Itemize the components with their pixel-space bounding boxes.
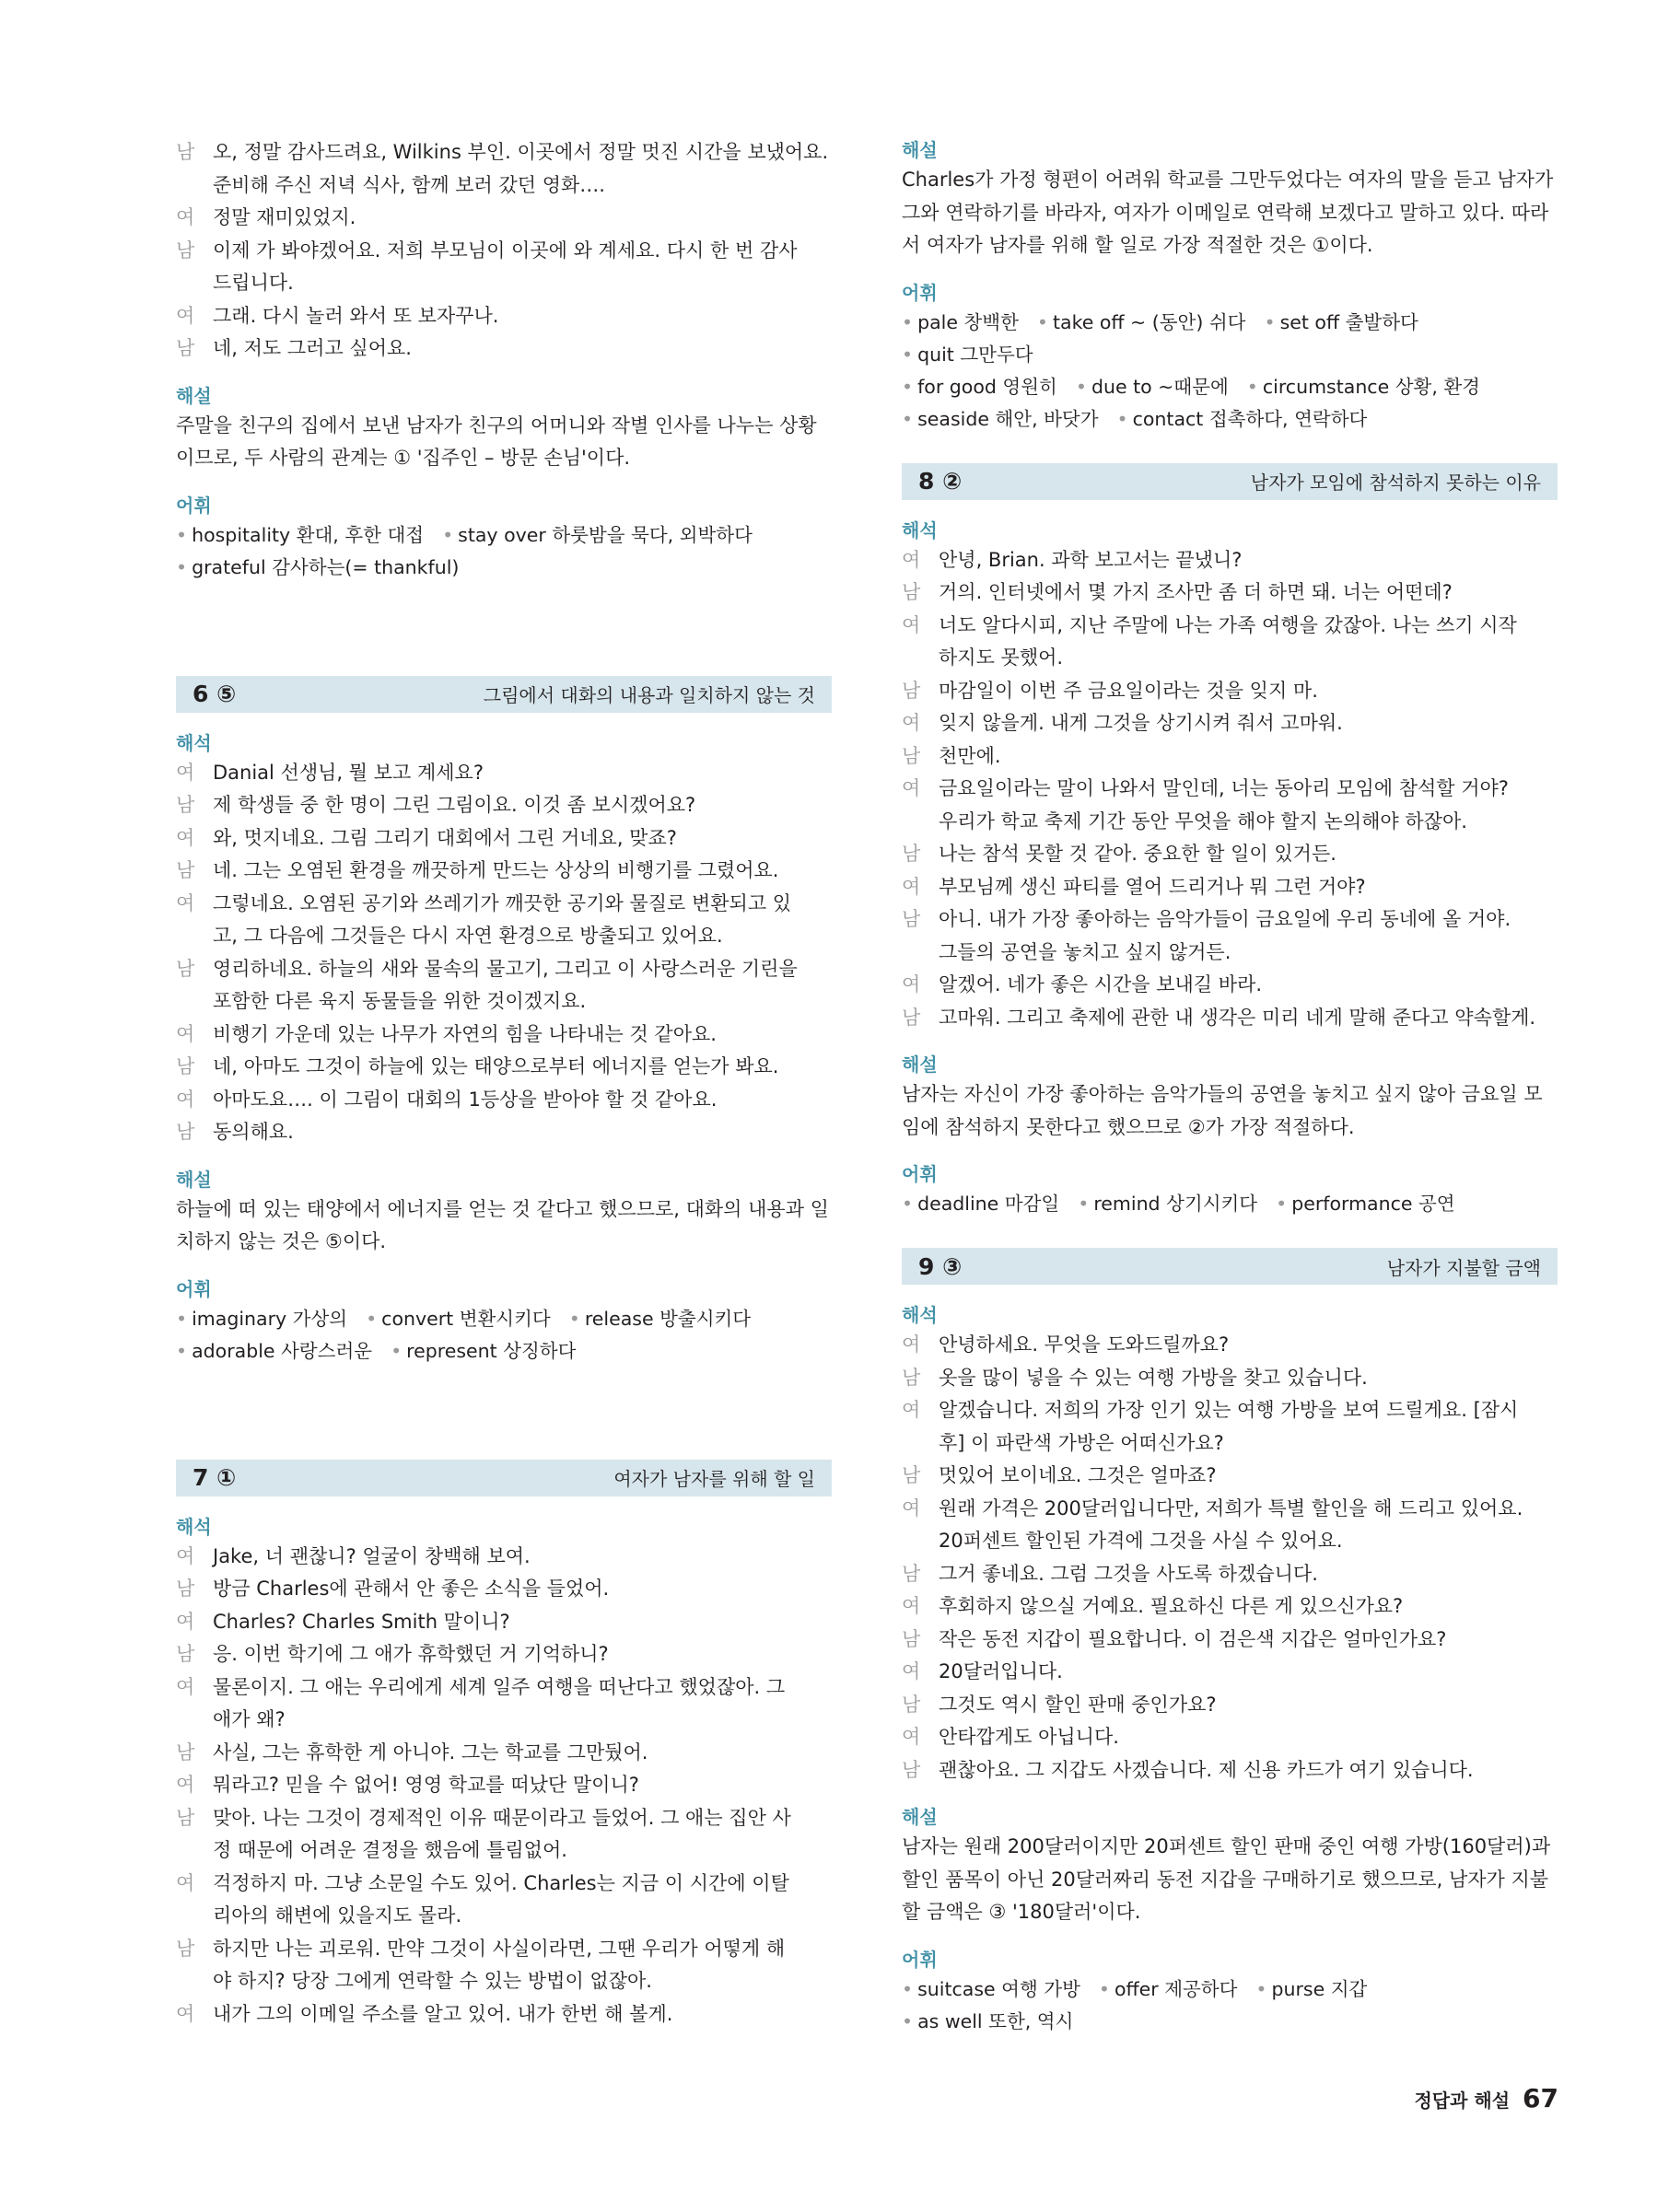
dialogue-text: 나는 참석 못할 것 같아. 중요한 할 일이 있거든. [939, 843, 1336, 865]
q8-trans-label: 해석 [902, 518, 938, 541]
speaker-label: 남 [176, 1806, 195, 1829]
dialogue-text: 비행기 가운데 있는 나무가 자연의 힘을 나타내는 것 같아요. [213, 1022, 717, 1045]
vocab-item: • purse 지갑 [1255, 1978, 1367, 2000]
vocab-line [176, 519, 832, 552]
dialogue-text: 천만에. [939, 744, 1001, 767]
vocab-item: • pale 창백한 [902, 311, 1019, 333]
vocab-item: • convert 변환시키다 [366, 1308, 551, 1330]
dialogue-line [902, 1558, 1558, 1591]
dialogue-line [176, 1769, 832, 1802]
q7-dialogue [176, 1541, 832, 2032]
dialogue-text: 하지만 나는 괴로워. 만약 그것이 사실이라면, 그땐 우리가 어떻게 해 [213, 1937, 786, 1960]
speaker-label: 여 [176, 826, 195, 849]
speaker-label: 남 [902, 908, 921, 930]
dialogue-line [176, 1802, 832, 1835]
dialogue-text: 네, 저도 그러고 싶어요. [213, 337, 412, 359]
q8-vocab [902, 1188, 1558, 1220]
vocab-item: • deadline 마감일 [902, 1193, 1059, 1215]
speaker-label: 남 [902, 1366, 921, 1389]
speaker-label: 여 [176, 1774, 195, 1796]
speaker-label: 여 [902, 875, 921, 898]
dialogue-line [176, 822, 832, 856]
q7-explain-label: 해설 [902, 139, 938, 161]
speaker-label [176, 1965, 213, 1998]
speaker-label: 남 [176, 1121, 195, 1143]
vocab-line [902, 1188, 1558, 1220]
dialogue-text: 알겠습니다. 저희의 가장 인기 있는 여행 가방을 보여 드릴게요. [잠시 [939, 1399, 1519, 1421]
speaker-label [176, 267, 213, 300]
dialogue-text: 애가 왜? [213, 1708, 286, 1730]
q9-explain: 남자는 원래 200달러이지만 20퍼센트 할인 판매 중인 여행 가방(160달러)과 할인 품목이 아닌 20달러짜리 동전 지갑을 구매하기로 했으므로, 남자가 지불할 금액은 ③ '180달러'이다. [902, 1835, 1551, 1923]
vocab-item: • remind 상기시키다 [1078, 1193, 1257, 1215]
dialogue-text: 하지도 못했어. [939, 646, 1064, 669]
q9-dialogue [902, 1329, 1558, 1787]
q8-dialogue [902, 544, 1558, 1035]
dialogue-text: 아마도요…. 이 그림이 대회의 1등상을 받아야 할 것 같아요. [213, 1088, 718, 1111]
dialogue-text: 멋있어 보이네요. 그것은 얼마죠? [939, 1464, 1217, 1486]
vocab-item: • set off 출발하다 [1264, 311, 1418, 333]
vocab-item: • hospitality 환대, 후한 대접 [176, 524, 424, 546]
speaker-label: 여 [902, 1333, 921, 1356]
dialogue-text: 네, 아마도 그것이 하늘에 있는 태양으로부터 에너지를 얻는가 봐요. [213, 1055, 779, 1077]
dialogue-line [902, 969, 1558, 1002]
vocab-item: • stay over 하룻밤을 묵다, 외박하다 [442, 524, 753, 546]
right-column [902, 136, 1558, 2038]
q7-number: 7 ① [193, 1464, 237, 1491]
dialogue-text: 맞아. 나는 그것이 경제적인 이유 때문이라고 들었어. 그 애는 집안 사 [213, 1806, 791, 1829]
dialogue-line [176, 169, 832, 203]
speaker-label [176, 169, 213, 203]
dialogue-line [902, 903, 1558, 937]
speaker-label: 여 [902, 548, 921, 571]
speaker-label: 여 [176, 1088, 195, 1111]
q5-vocab [176, 519, 832, 584]
vocab-item: • take off ~ (동안) 쉬다 [1037, 311, 1246, 333]
speaker-label: 남 [176, 141, 195, 163]
speaker-label [176, 920, 213, 953]
speaker-label: 남 [176, 794, 195, 816]
q6-dialogue [176, 757, 832, 1149]
dialogue-text: 정말 재미있었지. [213, 206, 356, 228]
dialogue-line [902, 1754, 1558, 1787]
speaker-label: 여 [176, 1544, 195, 1567]
dialogue-text: 그래. 다시 놀러 와서 또 보자꾸나. [213, 304, 499, 327]
q9-vocab [902, 1973, 1558, 2038]
q9-number: 9 ③ [918, 1252, 963, 1280]
dialogue-text: 그거 좋네요. 그럼 그것을 사도록 하겠습니다. [939, 1562, 1318, 1585]
dialogue-text: 준비해 주신 저녁 식사, 함께 보러 갔던 영화…. [213, 173, 605, 196]
dialogue-line [176, 1965, 832, 1998]
dialogue-line [176, 1671, 832, 1705]
dialogue-text: 잊지 않을게. 내게 그것을 상기시켜 줘서 고마워. [939, 712, 1343, 734]
q5-vocab-label: 어휘 [176, 494, 212, 517]
dialogue-line [902, 1590, 1558, 1624]
speaker-label: 여 [902, 1595, 921, 1617]
q9-header-bar [902, 1248, 1558, 1285]
speaker-label: 남 [902, 581, 921, 603]
dialogue-text: 그들의 공연을 놓치고 싶지 않거든. [939, 940, 1231, 963]
dialogue-line [176, 1638, 832, 1671]
dialogue-line [902, 806, 1558, 839]
dialogue-line [902, 1656, 1558, 1689]
vocab-item: • seaside 해안, 바닷가 [902, 408, 1099, 430]
dialogue-line [176, 855, 832, 888]
vocab-line [176, 1303, 832, 1335]
speaker-label: 여 [902, 712, 921, 734]
speaker-label [176, 1834, 213, 1868]
dialogue-line [902, 1689, 1558, 1722]
dialogue-line [902, 642, 1558, 675]
q9-explain-label: 해설 [902, 1806, 938, 1828]
dialogue-text: Jake, 너 괜찮니? 얼굴이 창백해 보여. [213, 1544, 531, 1567]
vocab-item: • performance 공연 [1276, 1193, 1455, 1215]
dialogue-text: 걱정하지 마. 그냥 소문일 수도 있어. Charles는 지금 이 시간에 이탈 [213, 1871, 789, 1894]
speaker-label: 남 [176, 1055, 195, 1077]
speaker-label: 여 [176, 1610, 195, 1633]
dialogue-line [176, 1084, 832, 1117]
q9-vocab-label: 어휘 [902, 1948, 938, 1971]
q8-title: 남자가 모임에 참석하지 못하는 이유 [1250, 472, 1541, 494]
dialogue-text: 거의. 인터넷에서 몇 가지 조사만 좀 더 하면 돼. 너는 어떤데? [939, 581, 1453, 603]
dialogue-line [176, 136, 832, 169]
dialogue-text: 네. 그는 오염된 환경을 깨끗하게 만드는 상상의 비행기를 그렸어요. [213, 859, 779, 881]
speaker-label: 남 [902, 744, 921, 767]
dialogue-text: 물론이지. 그 애는 우리에게 세계 일주 여행을 떠난다고 했었잖아. 그 [213, 1675, 786, 1698]
dialogue-line [902, 1394, 1558, 1427]
speaker-label: 여 [176, 2002, 195, 2025]
dialogue-text: 작은 동전 지갑이 필요합니다. 이 검은색 지갑은 얼마인가요? [939, 1627, 1447, 1650]
speaker-label: 여 [902, 1496, 921, 1519]
vocab-item: • imaginary 가상의 [176, 1308, 347, 1330]
dialogue-line [176, 1834, 832, 1868]
speaker-label: 여 [176, 206, 195, 228]
dialogue-line [176, 1541, 832, 1574]
speaker-label: 여 [176, 1871, 195, 1894]
dialogue-text: 그렇네요. 오염된 공기와 쓰레기가 깨끗한 공기와 물질로 변환되고 있 [213, 891, 792, 914]
dialogue-text: 그것도 역시 할인 판매 중인가요? [939, 1693, 1217, 1716]
q6-header-bar [176, 676, 832, 713]
vocab-item: • contact 접촉하다, 연락하다 [1117, 408, 1368, 430]
dialogue-line [902, 838, 1558, 871]
q9-trans-label: 해석 [902, 1304, 938, 1326]
speaker-label: 남 [176, 1578, 195, 1600]
dialogue-text: 마감일이 이번 주 금요일이라는 것을 잊지 마. [939, 679, 1318, 702]
dialogue-line [902, 1493, 1558, 1526]
dialogue-line [902, 740, 1558, 774]
speaker-label: 남 [902, 1562, 921, 1585]
speaker-label: 여 [176, 891, 195, 914]
left-column [176, 136, 832, 2031]
dialogue-line [176, 267, 832, 300]
dialogue-text: 안녕하세요. 무엇을 도와드릴까요? [939, 1333, 1230, 1356]
dialogue-text: 드립니다. [213, 272, 294, 294]
page-number: 67 [1523, 2083, 1558, 2113]
dialogue-line [902, 1525, 1558, 1558]
dialogue-line [902, 1362, 1558, 1395]
dialogue-text: 사실, 그는 휴학한 게 아니야. 그는 학교를 그만뒀어. [213, 1740, 648, 1764]
vocab-line [902, 371, 1558, 403]
speaker-label: 여 [176, 1022, 195, 1045]
dialogue-text: 괜찮아요. 그 지갑도 사겠습니다. 제 신용 카드가 여기 있습니다. [939, 1758, 1474, 1781]
dialogue-text: 금요일이라는 말이 나와서 말인데, 너는 동아리 모임에 참석할 거야? [939, 777, 1509, 799]
dialogue-line [176, 1737, 832, 1770]
q7-header-bar [176, 1460, 832, 1496]
dialogue-line [176, 1704, 832, 1737]
vocab-item: • suitcase 여행 가방 [902, 1978, 1080, 2000]
vocab-item: • due to ~때문에 [1076, 376, 1229, 398]
dialogue-text: 안타깝게도 아닙니다. [939, 1726, 1119, 1748]
vocab-item: • grateful 감사하는(= thankful) [176, 556, 459, 578]
speaker-label: 남 [176, 1643, 195, 1665]
speaker-label: 남 [176, 1937, 195, 1960]
vocab-item: • offer 제공하다 [1099, 1978, 1238, 2000]
dialogue-line [902, 675, 1558, 708]
dialogue-text: 오, 정말 감사드려요, Wilkins 부인. 이곳에서 정말 멋진 시간을 보냈어요. [213, 141, 829, 163]
dialogue-line [902, 707, 1558, 740]
dialogue-line [176, 1573, 832, 1606]
q8-header-bar [902, 463, 1558, 500]
dialogue-line [176, 985, 832, 1019]
q7-trans-label: 해석 [176, 1515, 212, 1538]
vocab-line [176, 1335, 832, 1368]
dialogue-line [176, 332, 832, 366]
vocab-item: • quit 그만두다 [902, 343, 1033, 366]
dialogue-text: 영리하네요. 하늘의 새와 물속의 물고기, 그리고 이 사랑스러운 기린을 [213, 957, 798, 980]
dialogue-text: 뭐라고? 믿을 수 없어! 영영 학교를 떠났단 말이니? [213, 1774, 639, 1796]
speaker-label [902, 1427, 939, 1461]
dialogue-line [176, 235, 832, 268]
q6-number: 6 ⑤ [193, 681, 237, 707]
q7-title: 여자가 남자를 위해 할 일 [613, 1468, 815, 1490]
q6-title: 그림에서 대화의 내용과 일치하지 않는 것 [483, 684, 815, 706]
speaker-label: 남 [902, 1758, 921, 1781]
dialogue-text: 리아의 해변에 있을지도 몰라. [213, 1904, 462, 1927]
speaker-label: 남 [902, 1464, 921, 1486]
dialogue-text: 야 하지? 당장 그에게 연락할 수 있는 방법이 없잖아. [213, 1970, 652, 1992]
dialogue-line [902, 1002, 1558, 1035]
dialogue-line [176, 1116, 832, 1149]
vocab-item: • adorable 사랑스러운 [176, 1340, 372, 1362]
dialogue-text: 동의해요. [213, 1121, 294, 1143]
speaker-label: 여 [902, 1726, 921, 1748]
vocab-item: • for good 영원히 [902, 376, 1057, 398]
dialogue-line [902, 773, 1558, 806]
speaker-label: 남 [902, 1627, 921, 1650]
dialogue-text: 안녕, Brian. 과학 보고서는 끝냈니? [939, 548, 1243, 571]
dialogue-line [176, 1019, 832, 1052]
q8-explain-label: 해설 [902, 1054, 938, 1076]
vocab-item: • release 방출시키다 [569, 1308, 751, 1330]
q7-vocab [902, 307, 1558, 436]
speaker-label [902, 937, 939, 970]
speaker-label: 남 [176, 957, 195, 980]
footer-label: 정답과 해설 [1414, 2090, 1511, 2112]
dialogue-line [176, 888, 832, 921]
dialogue-line [902, 871, 1558, 904]
dialogue-line [176, 1900, 832, 1933]
speaker-label: 여 [176, 761, 195, 784]
q7-vocab-label: 어휘 [902, 281, 938, 304]
dialogue-text: 이제 가 봐야겠어요. 저희 부모님이 이곳에 와 계세요. 다시 한 번 감사 [213, 239, 798, 262]
dialogue-text: 20퍼센트 할인된 가격에 그것을 사실 수 있어요. [939, 1530, 1343, 1552]
dialogue-text: 옷을 많이 넣을 수 있는 여행 가방을 찾고 있습니다. [939, 1366, 1368, 1389]
dialogue-line [176, 1868, 832, 1901]
speaker-label [902, 642, 939, 675]
dialogue-text: 고마워. 그리고 축제에 관한 내 생각은 미리 네게 말해 준다고 약속할게. [939, 1006, 1536, 1029]
dialogue-line [902, 937, 1558, 970]
q7-explain: Charles가 가정 형편이 어려워 학교를 그만두었다는 여자의 말을 듣고 남자가 그와 연락하기를 바라자, 여자가 이메일로 연락해 보겠다고 말하고 있다. 따라서 여자가 남자를 위해 할 일로 가장 적절한 것은 ①이다. [902, 169, 1554, 256]
speaker-label: 여 [902, 973, 921, 995]
q6-explain: 하늘에 떠 있는 태양에서 에너지를 얻는 것 같다고 했으므로, 대화의 내용과 일치하지 않는 것은 ⑤이다. [176, 1197, 829, 1252]
dialogue-text: 방금 Charles에 관해서 안 좋은 소식을 들었어. [213, 1578, 610, 1600]
dialogue-line [176, 757, 832, 790]
speaker-label: 남 [176, 337, 195, 359]
speaker-label: 여 [902, 1399, 921, 1421]
dialogue-text: 20달러입니다. [939, 1660, 1063, 1682]
speaker-label: 여 [902, 1660, 921, 1682]
speaker-label: 남 [176, 859, 195, 881]
dialogue-text: Danial 선생님, 뭘 보고 계세요? [213, 761, 484, 784]
dialogue-line [902, 1624, 1558, 1657]
dialogue-line [902, 1721, 1558, 1754]
dialogue-text: 고, 그 다음에 그것들은 다시 자연 환경으로 방출되고 있어요. [213, 925, 723, 947]
dialogue-line [176, 789, 832, 822]
dialogue-text: 부모님께 생신 파티를 열어 드리거나 뭐 그런 거야? [939, 875, 1366, 898]
dialogue-line [176, 1998, 832, 2032]
q6-explain-label: 해설 [176, 1168, 212, 1191]
dialogue-line [176, 1051, 832, 1084]
speaker-label: 여 [176, 1675, 195, 1698]
dialogue-text: 제 학생들 중 한 명이 그린 그림이요. 이것 좀 보시겠어요? [213, 794, 696, 816]
dialogue-text: 와, 멋지네요. 그림 그리기 대회에서 그린 거네요, 맞죠? [213, 826, 677, 849]
dialogue-text: 우리가 학교 축제 기간 동안 무엇을 해야 할지 논의해야 하잖아. [939, 809, 1467, 832]
speaker-label [902, 806, 939, 839]
speaker-label: 여 [902, 613, 921, 636]
dialogue-line [176, 1933, 832, 1966]
speaker-label: 남 [902, 843, 921, 865]
dialogue-text: 후] 이 파란색 가방은 어떠신가요? [939, 1431, 1224, 1454]
speaker-label [176, 1900, 213, 1933]
dialogue-text: 응. 이번 학기에 그 애가 휴학했던 거 기억하니? [213, 1643, 609, 1665]
speaker-label [176, 985, 213, 1019]
q5-dialogue [176, 136, 832, 366]
speaker-label [902, 1525, 939, 1558]
dialogue-text: 정 때문에 어려운 결정을 했음에 틀림없어. [213, 1839, 567, 1861]
dialogue-text: 원래 가격은 200달러입니다만, 저희가 특별 할인을 해 드리고 있어요. [939, 1496, 1523, 1519]
speaker-label: 여 [176, 304, 195, 327]
speaker-label: 남 [176, 1740, 195, 1764]
dialogue-text: 포함한 다른 육지 동물들을 위한 것이겠지요. [213, 990, 587, 1012]
dialogue-line [176, 202, 832, 235]
speaker-label: 남 [902, 679, 921, 702]
vocab-item: • circumstance 상황, 환경 [1247, 376, 1480, 398]
dialogue-text: Charles? Charles Smith 말이니? [213, 1610, 510, 1633]
dialogue-text: 알겠어. 네가 좋은 시간을 보내길 바라. [939, 973, 1263, 995]
dialogue-line [902, 544, 1558, 577]
dialogue-line [902, 1427, 1558, 1461]
q5-explain: 주말을 친구의 집에서 보낸 남자가 친구의 어머니와 작별 인사를 나누는 상황이므로, 두 사람의 관계는 ① '집주인 – 방문 손님'이다. [176, 413, 817, 469]
dialogue-line [902, 1460, 1558, 1493]
vocab-item: • represent 상징하다 [391, 1340, 576, 1362]
dialogue-line [176, 953, 832, 986]
dialogue-text: 아니. 내가 가장 좋아하는 음악가들이 금요일에 우리 동네에 올 거야. [939, 908, 1511, 930]
q5-explain-label: 해설 [176, 384, 212, 407]
vocab-line [902, 307, 1558, 371]
dialogue-line [176, 920, 832, 953]
speaker-label [176, 1704, 213, 1737]
speaker-label: 남 [902, 1693, 921, 1716]
q9-title: 남자가 지불할 금액 [1386, 1256, 1541, 1279]
q6-trans-label: 해석 [176, 731, 212, 754]
page-footer [1414, 2083, 1558, 2113]
q6-vocab [176, 1303, 832, 1368]
q8-number: 8 ② [918, 468, 963, 495]
dialogue-line [902, 576, 1558, 610]
vocab-line [176, 552, 832, 584]
q8-explain: 남자는 자신이 가장 좋아하는 음악가들의 공연을 놓치고 싶지 않아 금요일 모임에 참석하지 못한다고 했으므로 ②가 가장 적절하다. [902, 1083, 1543, 1138]
vocab-line [902, 403, 1558, 436]
speaker-label: 남 [902, 1006, 921, 1029]
q6-vocab-label: 어휘 [176, 1277, 212, 1300]
dialogue-line [176, 300, 832, 333]
dialogue-text: 너도 알다시피, 지난 주말에 나는 가족 여행을 갔잖아. 나는 쓰기 시작 [939, 613, 1517, 636]
dialogue-line [902, 610, 1558, 643]
speaker-label: 남 [176, 239, 195, 262]
dialogue-text: 내가 그의 이메일 주소를 알고 있어. 내가 한번 해 볼게. [213, 2002, 673, 2025]
vocab-line [902, 1973, 1558, 2038]
vocab-item: • as well 또한, 역시 [902, 2010, 1073, 2032]
dialogue-line [176, 1606, 832, 1639]
dialogue-text: 후회하지 않으실 거예요. 필요하신 다른 게 있으신가요? [939, 1595, 1404, 1617]
q8-vocab-label: 어휘 [902, 1163, 938, 1185]
dialogue-line [902, 1329, 1558, 1362]
speaker-label: 여 [902, 777, 921, 799]
